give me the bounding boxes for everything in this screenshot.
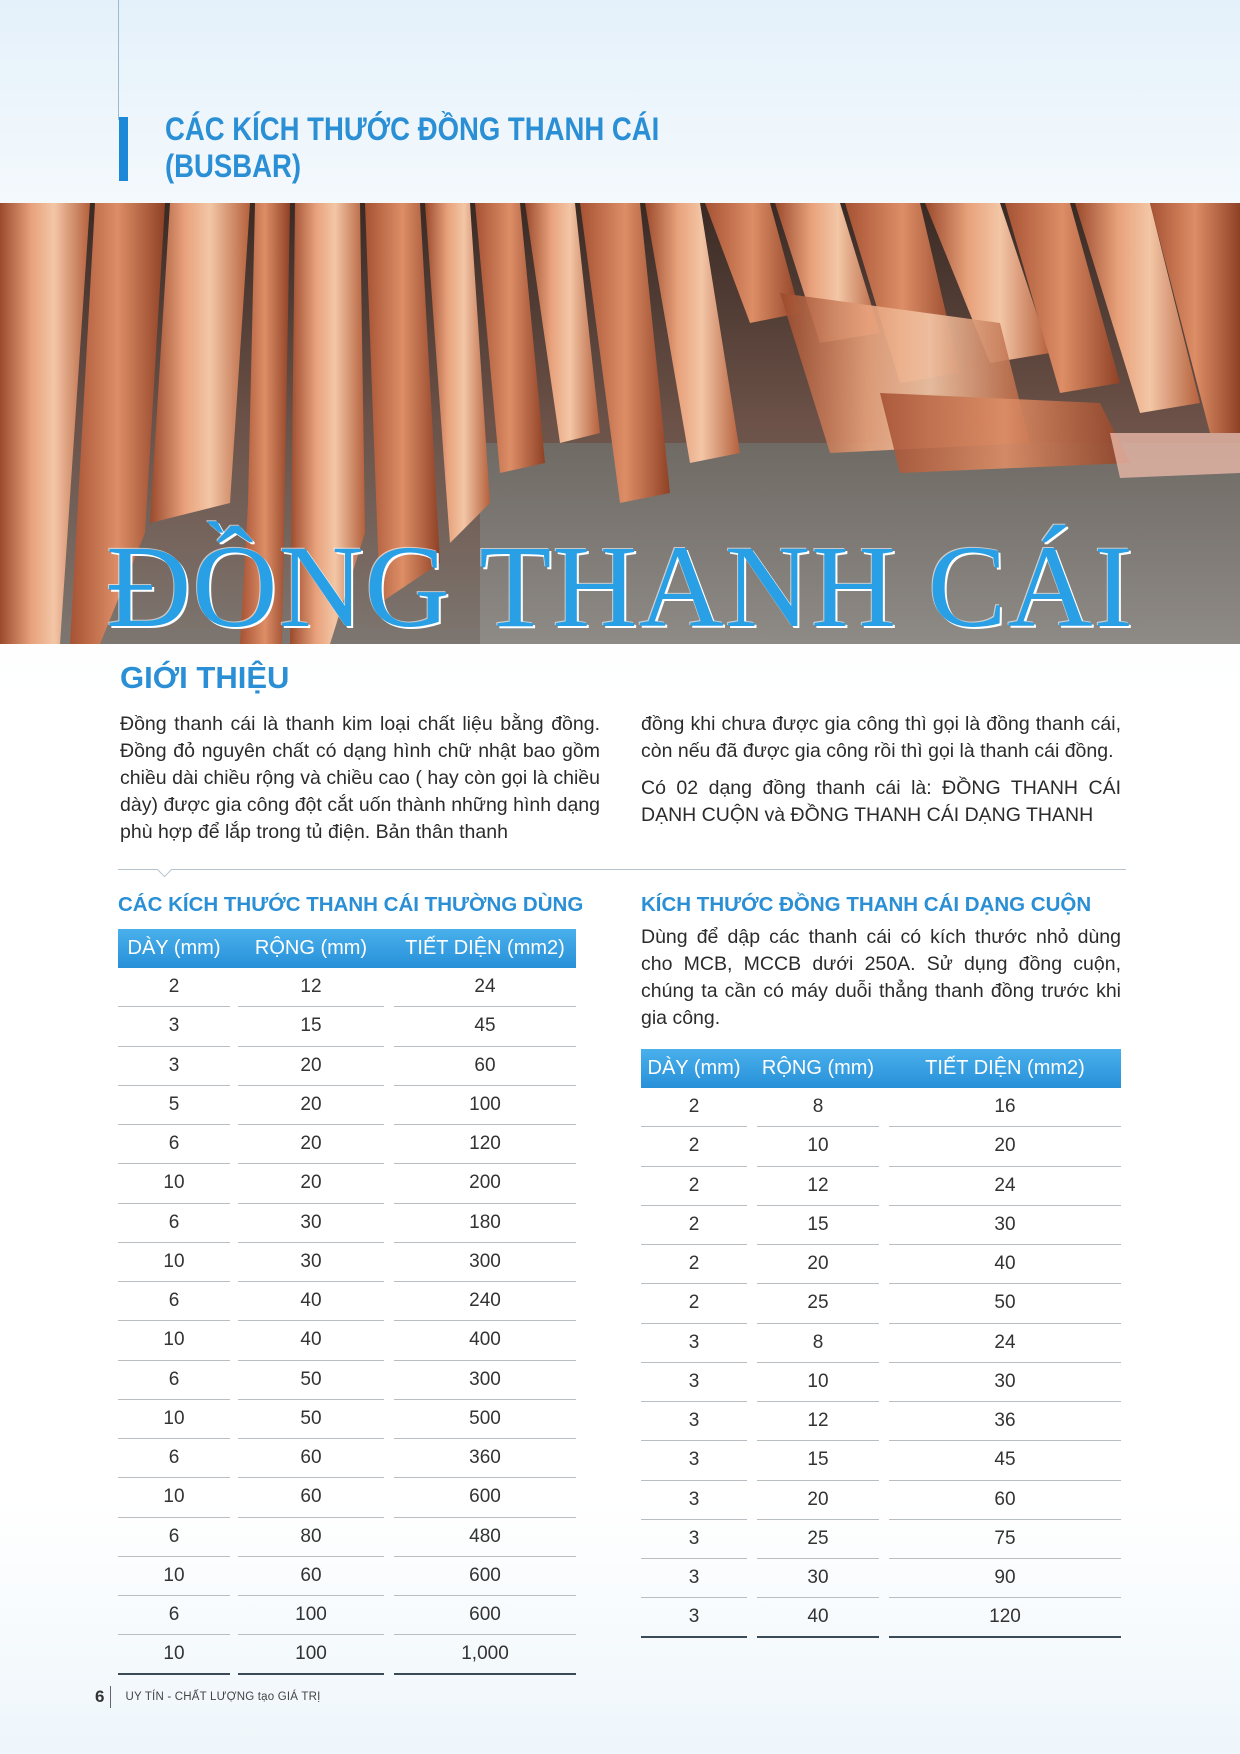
table-row bbox=[118, 1557, 576, 1596]
cell-cross-section: 75 bbox=[889, 1520, 1121, 1559]
cell-thickness: 2 bbox=[118, 968, 230, 1007]
cell-width: 10 bbox=[757, 1363, 879, 1402]
coil-table-title: KÍCH THƯỚC ĐỒNG THANH CÁI DẠNG CUỘN bbox=[641, 893, 1092, 916]
cell-thickness: 6 bbox=[118, 1282, 230, 1321]
header-thickness: DÀY (mm) bbox=[127, 937, 221, 959]
section-divider bbox=[118, 869, 1126, 870]
cell-cross-section: 30 bbox=[889, 1363, 1121, 1402]
cell-thickness: 6 bbox=[118, 1596, 230, 1635]
cell-width: 8 bbox=[757, 1088, 879, 1127]
cell-cross-section: 20 bbox=[889, 1127, 1121, 1166]
cell-width: 30 bbox=[238, 1243, 384, 1282]
title-accent-bar bbox=[119, 117, 128, 181]
table-row bbox=[118, 1635, 576, 1674]
cell-width: 12 bbox=[757, 1402, 879, 1441]
table-row bbox=[641, 1284, 1121, 1323]
cell-thickness: 6 bbox=[118, 1125, 230, 1164]
table-row bbox=[641, 1598, 1121, 1637]
table-row bbox=[641, 1559, 1121, 1598]
cell-width: 10 bbox=[757, 1127, 879, 1166]
cell-thickness: 3 bbox=[641, 1520, 747, 1559]
cell-cross-section: 480 bbox=[394, 1518, 576, 1557]
cell-thickness: 2 bbox=[641, 1088, 747, 1127]
cell-width: 12 bbox=[238, 968, 384, 1007]
cell-width: 20 bbox=[757, 1245, 879, 1284]
intro-heading: GIỚI THIỆU bbox=[120, 660, 290, 695]
cell-width: 80 bbox=[238, 1518, 384, 1557]
cell-width: 40 bbox=[757, 1598, 879, 1637]
cell-width: 20 bbox=[238, 1047, 384, 1086]
table-row bbox=[118, 1361, 576, 1400]
cell-thickness: 3 bbox=[118, 1047, 230, 1086]
table-row bbox=[641, 1402, 1121, 1441]
cell-thickness: 6 bbox=[118, 1361, 230, 1400]
cell-thickness: 3 bbox=[641, 1363, 747, 1402]
cell-cross-section: 60 bbox=[394, 1047, 576, 1086]
table-row bbox=[641, 1363, 1121, 1402]
header-thickness: DÀY (mm) bbox=[647, 1057, 741, 1079]
footer-separator bbox=[110, 1686, 111, 1708]
table-row bbox=[118, 1204, 576, 1243]
header-guide-line bbox=[118, 0, 119, 120]
intro-column-2 bbox=[641, 711, 1121, 839]
cell-width: 20 bbox=[238, 1164, 384, 1203]
cell-cross-section: 120 bbox=[394, 1125, 576, 1164]
cell-thickness: 3 bbox=[641, 1481, 747, 1520]
table-row bbox=[641, 1206, 1121, 1245]
cell-width: 20 bbox=[238, 1086, 384, 1125]
cell-cross-section: 60 bbox=[889, 1481, 1121, 1520]
cell-width: 50 bbox=[238, 1361, 384, 1400]
header-width: RỘNG (mm) bbox=[761, 1057, 875, 1079]
cell-thickness: 3 bbox=[641, 1441, 747, 1480]
intro-column-1 bbox=[120, 711, 600, 856]
banner-title: ĐỒNG THANH CÁI bbox=[106, 521, 1134, 652]
table-row bbox=[641, 1127, 1121, 1166]
cell-cross-section: 240 bbox=[394, 1282, 576, 1321]
common-sizes-table bbox=[118, 929, 576, 1675]
table-row bbox=[118, 1596, 576, 1635]
cell-width: 15 bbox=[757, 1441, 879, 1480]
cell-width: 50 bbox=[238, 1400, 384, 1439]
cell-thickness: 6 bbox=[118, 1518, 230, 1557]
cell-thickness: 10 bbox=[118, 1635, 230, 1674]
page-title-line1: CÁC KÍCH THƯỚC ĐỒNG THANH CÁI bbox=[165, 111, 660, 147]
cell-thickness: 3 bbox=[641, 1402, 747, 1441]
table-row bbox=[641, 1088, 1121, 1127]
table-row bbox=[118, 1321, 576, 1360]
table-row bbox=[118, 1518, 576, 1557]
cell-cross-section: 16 bbox=[889, 1088, 1121, 1127]
cell-thickness: 10 bbox=[118, 1243, 230, 1282]
cell-thickness: 3 bbox=[118, 1007, 230, 1046]
cell-cross-section: 500 bbox=[394, 1400, 576, 1439]
cell-thickness: 10 bbox=[118, 1478, 230, 1517]
cell-cross-section: 1,000 bbox=[394, 1635, 576, 1674]
table-row bbox=[641, 1481, 1121, 1520]
cell-cross-section: 100 bbox=[394, 1086, 576, 1125]
cell-width: 8 bbox=[757, 1324, 879, 1363]
cell-width: 20 bbox=[757, 1481, 879, 1520]
header-cross-section: TIẾT DIỆN (mm2) bbox=[405, 937, 565, 959]
table-row bbox=[118, 1164, 576, 1203]
cell-cross-section: 180 bbox=[394, 1204, 576, 1243]
cell-cross-section: 600 bbox=[394, 1478, 576, 1517]
cell-thickness: 10 bbox=[118, 1557, 230, 1596]
cell-thickness: 10 bbox=[118, 1321, 230, 1360]
cell-width: 60 bbox=[238, 1478, 384, 1517]
cell-cross-section: 30 bbox=[889, 1206, 1121, 1245]
table-row bbox=[118, 1007, 576, 1046]
cell-width: 20 bbox=[238, 1125, 384, 1164]
table-row bbox=[118, 968, 576, 1007]
page-title-line2: (BUSBAR) bbox=[165, 148, 302, 184]
page-title bbox=[165, 111, 865, 185]
cell-width: 25 bbox=[757, 1520, 879, 1559]
cell-cross-section: 45 bbox=[889, 1441, 1121, 1480]
table-row bbox=[641, 1520, 1121, 1559]
cell-cross-section: 300 bbox=[394, 1361, 576, 1400]
cell-cross-section: 600 bbox=[394, 1596, 576, 1635]
cell-thickness: 2 bbox=[641, 1127, 747, 1166]
cell-cross-section: 360 bbox=[394, 1439, 576, 1478]
cell-cross-section: 600 bbox=[394, 1557, 576, 1596]
cell-cross-section: 24 bbox=[889, 1324, 1121, 1363]
cell-cross-section: 24 bbox=[394, 968, 576, 1007]
cell-thickness: 5 bbox=[118, 1086, 230, 1125]
cell-thickness: 2 bbox=[641, 1284, 747, 1323]
cell-thickness: 2 bbox=[641, 1245, 747, 1284]
table-row bbox=[118, 1047, 576, 1086]
table-row bbox=[118, 1400, 576, 1439]
cell-cross-section: 200 bbox=[394, 1164, 576, 1203]
cell-width: 100 bbox=[238, 1635, 384, 1674]
cell-thickness: 6 bbox=[118, 1439, 230, 1478]
cell-width: 12 bbox=[757, 1167, 879, 1206]
cell-cross-section: 50 bbox=[889, 1284, 1121, 1323]
table-row bbox=[118, 1086, 576, 1125]
cell-cross-section: 24 bbox=[889, 1167, 1121, 1206]
table-header bbox=[641, 1049, 1121, 1088]
cell-thickness: 3 bbox=[641, 1559, 747, 1598]
intro-paragraph-2: đồng khi chưa được gia công thì gọi là đồng thanh cái, còn nếu đã được gia công rồi thì gọi là thanh cái đồng. bbox=[641, 713, 1121, 762]
table-row bbox=[641, 1441, 1121, 1480]
table-row bbox=[641, 1167, 1121, 1206]
cell-thickness: 10 bbox=[118, 1400, 230, 1439]
cell-width: 15 bbox=[757, 1206, 879, 1245]
cell-cross-section: 120 bbox=[889, 1598, 1121, 1637]
cell-cross-section: 400 bbox=[394, 1321, 576, 1360]
cell-width: 40 bbox=[238, 1282, 384, 1321]
page-number: 6 bbox=[95, 1687, 105, 1706]
intro-paragraph-1: Đồng thanh cái là thanh kim loại chất liệu bằng đồng. Đồng đỏ nguyên chất có dạng hình chữ nhật bao gồm chiều dài chiều rộng và chiều cao ( hay còn gọi là chiều dày) được gia công đột cắt uốn thành những hình dạng phù hợp để lắp trong tủ điện. Bản thân thanh bbox=[120, 713, 600, 843]
cell-cross-section: 90 bbox=[889, 1559, 1121, 1598]
common-table-title: CÁC KÍCH THƯỚC THANH CÁI THƯỜNG DÙNG bbox=[118, 893, 584, 916]
cell-thickness: 3 bbox=[641, 1598, 747, 1637]
cell-width: 40 bbox=[238, 1321, 384, 1360]
cell-width: 100 bbox=[238, 1596, 384, 1635]
cell-thickness: 2 bbox=[641, 1167, 747, 1206]
divider-notch bbox=[157, 862, 173, 878]
table-row bbox=[118, 1478, 576, 1517]
table-row bbox=[118, 1125, 576, 1164]
cell-thickness: 6 bbox=[118, 1204, 230, 1243]
cell-width: 30 bbox=[238, 1204, 384, 1243]
intro-paragraph-3: Có 02 dạng đồng thanh cái là: ĐỒNG THANH CÁI DẠNH CUỘN và ĐỒNG THANH CÁI DẠNG THANH bbox=[641, 777, 1121, 826]
coil-description: Dùng để dập các thanh cái có kích thước nhỏ dùng cho MCB, MCCB dưới 250A. Sử dụng đồng cuộn, chúng ta cần có máy duỗi thẳng thanh đồng trước khi gia công. bbox=[641, 926, 1121, 1029]
header-width: RỘNG (mm) bbox=[254, 937, 368, 959]
cell-width: 60 bbox=[238, 1557, 384, 1596]
table-row bbox=[118, 1243, 576, 1282]
cell-width: 15 bbox=[238, 1007, 384, 1046]
coil-sizes-table bbox=[641, 1049, 1121, 1638]
cell-thickness: 2 bbox=[641, 1206, 747, 1245]
header-cross-section: TIẾT DIỆN (mm2) bbox=[925, 1057, 1085, 1079]
cell-thickness: 10 bbox=[118, 1164, 230, 1203]
cell-cross-section: 40 bbox=[889, 1245, 1121, 1284]
footer-slogan: UY TÍN - CHẤT LƯỢNG tạo GIÁ TRỊ bbox=[125, 1691, 321, 1703]
table-row bbox=[118, 1439, 576, 1478]
cell-cross-section: 36 bbox=[889, 1402, 1121, 1441]
table-row bbox=[118, 1282, 576, 1321]
cell-cross-section: 300 bbox=[394, 1243, 576, 1282]
cell-width: 30 bbox=[757, 1559, 879, 1598]
table-header bbox=[118, 929, 576, 968]
cell-thickness: 3 bbox=[641, 1324, 747, 1363]
cell-cross-section: 45 bbox=[394, 1007, 576, 1046]
cell-width: 25 bbox=[757, 1284, 879, 1323]
page-footer bbox=[95, 1686, 321, 1708]
table-row bbox=[641, 1324, 1121, 1363]
table-row bbox=[641, 1245, 1121, 1284]
cell-width: 60 bbox=[238, 1439, 384, 1478]
